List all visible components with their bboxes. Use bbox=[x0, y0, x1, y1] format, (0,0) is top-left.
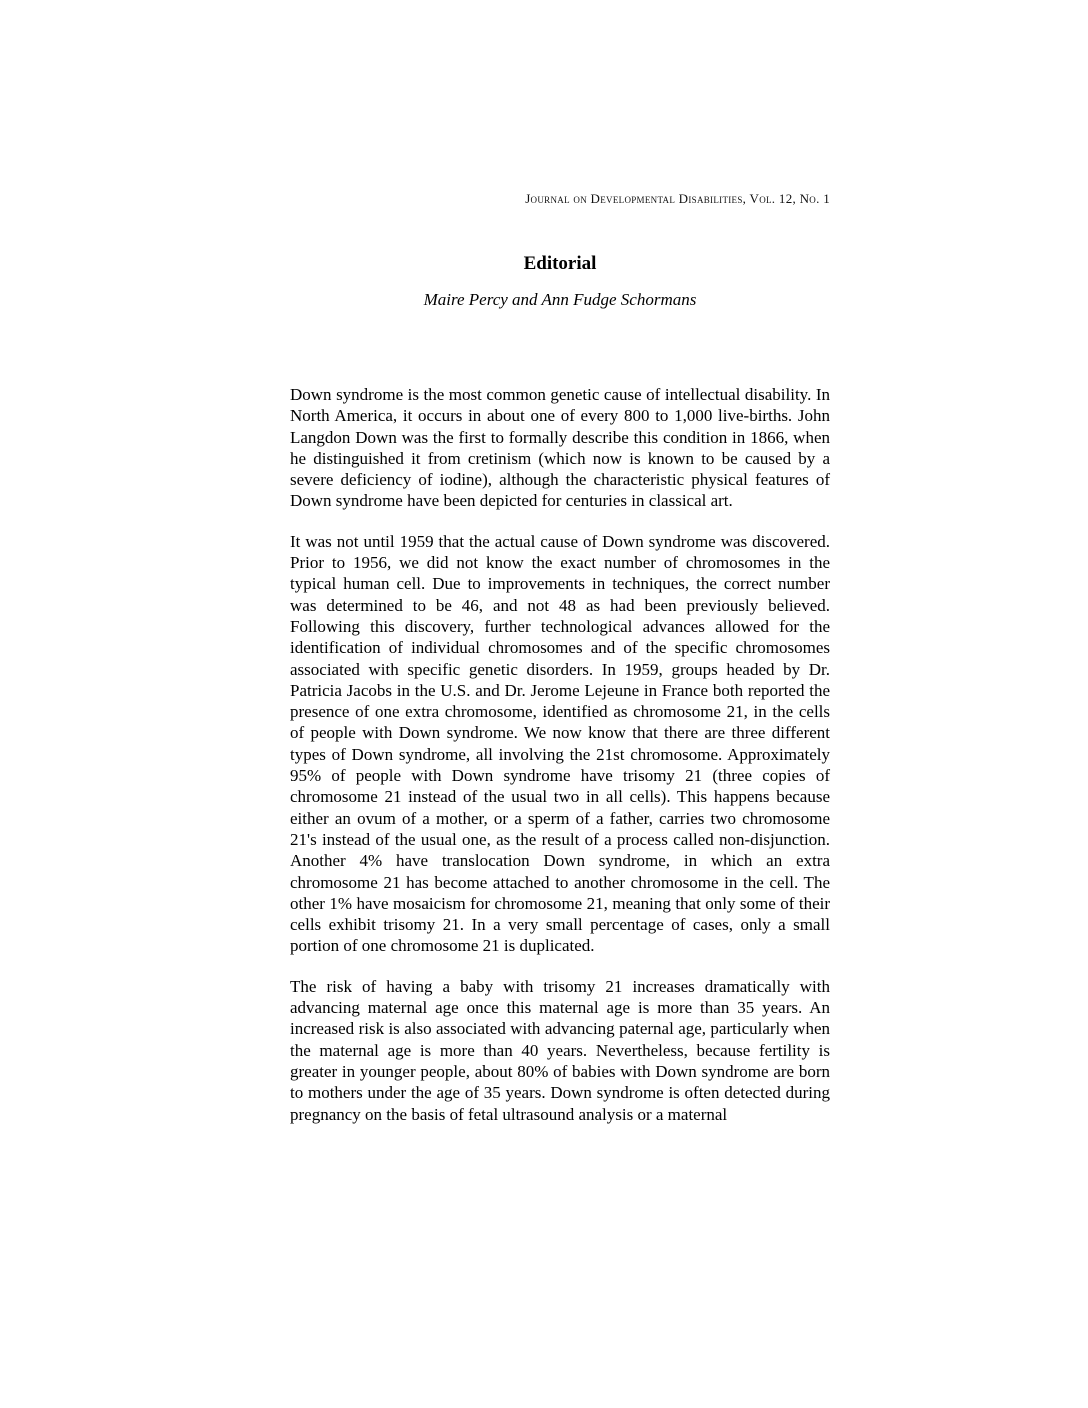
paragraph-2: It was not until 1959 that the actual cause of Down syndrome was discovered. Prior to 1956, we did not know the exact number of chromosomes in the typical human cell. Due to improvements in techniques, the correct number was determined to be 46, and not 48 as had been previously believed. Following this discovery, further technological advances allowed for the identification of individual chromosomes and of the specific chromosomes associated with specific genetic disorders. In 1959, groups headed by Dr. Patricia Jacobs in the U.S. and Dr. Jerome Lejeune in France both reported the presence of one extra chromosome, identified as chromosome 21, in the cells of people with Down syndrome. We now know that there are three different types of Down syndrome, all involving the 21st chromosome. Approximately 95% of people with Down syndrome have trisomy 21 (three copies of chromosome 21 instead of the usual two in all cells). This happens because either an ovum of a mother, or a sperm of a father, carries two chromosome 21's instead of the usual one, as the result of a process called non-disjunction. Another 4% have translocation Down syndrome, in which an extra chromosome 21 has become attached to another chromosome in the cell. The other 1% have mosaicism for chromosome 21, meaning that only some of their cells exhibit trisomy 21. In a very small percentage of cases, only a small portion of one chromosome 21 is duplicated. bbox=[290, 531, 830, 956]
paragraph-3: The risk of having a baby with trisomy 21 increases dramatically with advancing maternal age once this maternal age is more than 35 years. An increased risk is also associated with advancing paternal age, particularly when the maternal age is more than 40 years. Nevertheless, because fertility is greater in younger people, about 80% of babies with Down syndrome are born to mothers under the age of 35 years. Down syndrome is often detected during pregnancy on the basis of fetal ultrasound analysis or a maternal bbox=[290, 976, 830, 1124]
article-authors: Maire Percy and Ann Fudge Schormans bbox=[423, 290, 697, 309]
article-title: Editorial bbox=[523, 253, 597, 274]
article-body bbox=[290, 384, 830, 1144]
paragraph-1: Down syndrome is the most common genetic cause of intellectual disability. In North America, it occurs in about one of every 800 to 1,000 live-births. John Langdon Down was the first to formally describe this condition in 1866, when he distinguished it from cretinism (which now is known to be caused by a severe deficiency of iodine), although the characteristic physical features of Down syndrome have been depicted for centuries in classical art. bbox=[290, 385, 830, 511]
running-head: Journal on Developmental Disabilities, Vol. 12, No. 1 bbox=[525, 191, 830, 206]
